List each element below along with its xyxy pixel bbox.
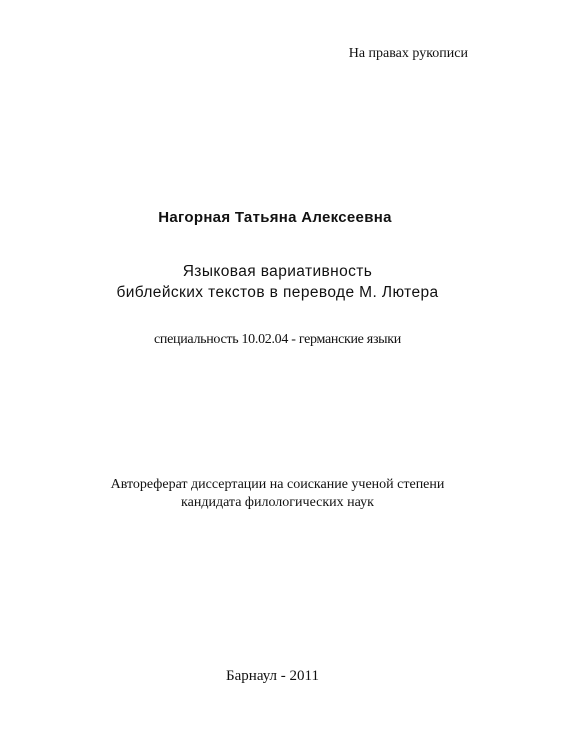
- degree-line-2: кандидата филологических наук: [181, 495, 374, 510]
- rights-note: На правах рукописи: [348, 46, 468, 61]
- thesis-title-line-2: библейских текстов в переводе М. Лютера: [116, 284, 439, 301]
- city-year: Барнаул - 2011: [226, 668, 319, 684]
- degree-line-1: Автореферат диссертации на соискание ученой степени: [110, 477, 445, 492]
- author-name: Нагорная Татьяна Алексеевна: [158, 209, 392, 226]
- thesis-title-line-1: Языковая вариативность: [182, 263, 373, 280]
- specialty-line: специальность 10.02.04 - германские языки: [154, 332, 401, 347]
